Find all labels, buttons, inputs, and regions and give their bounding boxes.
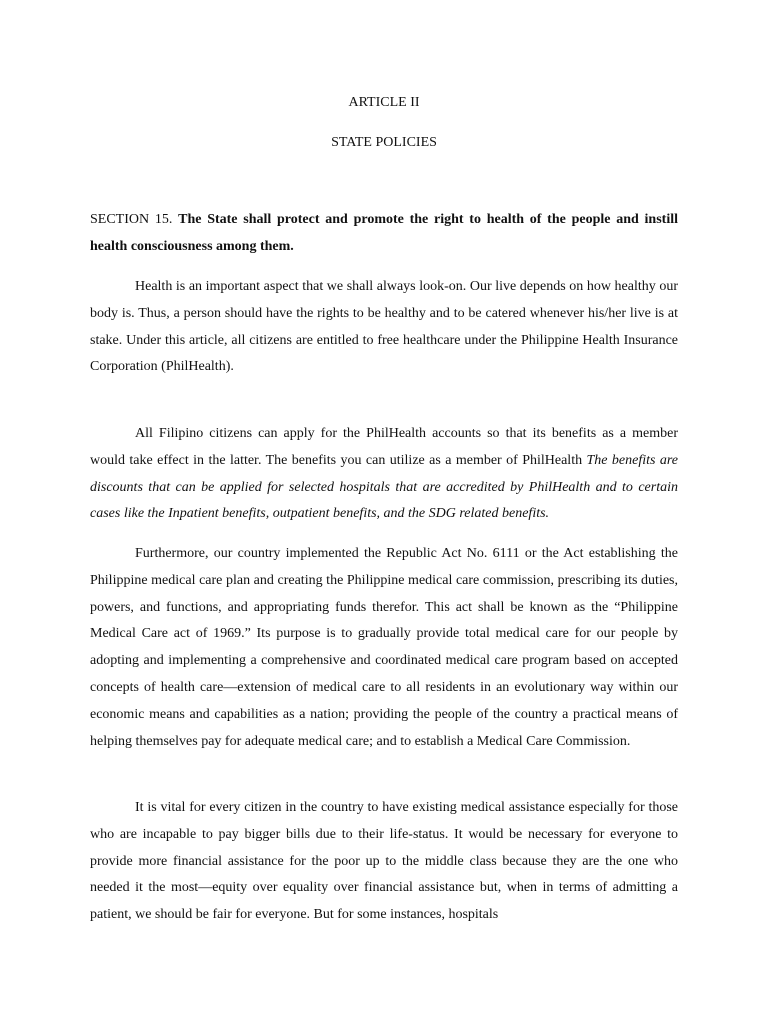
- paragraph-2: [90, 421, 678, 528]
- paragraph-1: [90, 274, 678, 381]
- section-statement: The State shall protect and promote the right to health of the people and instill health consciousness among them.: [90, 212, 678, 254]
- article-title: STATE POLICIES: [331, 135, 437, 150]
- section-label: SECTION 15.: [90, 212, 173, 227]
- paragraph-4: [90, 795, 678, 929]
- paragraph-2-italic-text: The benefits are discounts that can be applied for selected hospitals that are accredited by PhilHealth and to certain cases like the Inpatient benefits, outpatient benefits, and the SDG related benefits.: [90, 452, 679, 522]
- section-heading: [90, 207, 678, 261]
- paragraph-3-text: Furthermore, our country implemented the Republic Act No. 6111 or the Act establishing the Philippine medical care plan and creating the Philippine medical care commission, prescribing its duties, powers, and functions, and appropriating funds therefor. This act shall be known as the “Philippine Medical Care act of 1969.” Its purpose is to gradually provide total medical care for our people by adopting and implementing a comprehensive and coordinated medical care program based on accepted concepts of health care—extension of medical care to all residents in an evolutionary way within our economic means and capabilities as a nation; providing the people of the country a practical means of helping themselves pay for adequate medical care; and to establish a Medical Care Commission.: [90, 546, 678, 749]
- paragraph-1-text: Health is an important aspect that we shall always look-on. Our live depends on how healthy our body is. Thus, a person should have the rights to be healthy and to be catered whenever his/her live is at stake. Under this article, all citizens are entitled to free healthcare under the Philippine Health Insurance Corporation (PhilHealth).: [90, 279, 678, 375]
- paragraph-4-text: It is vital for every citizen in the country to have existing medical assistance especially for those who are incapable to pay bigger bills due to their life-status. It would be necessary for everyone to provide more financial assistance for the poor up to the middle class because they are the one who needed it the most—equity over equality over financial assistance but, when in terms of admitting a patient, we should be fair for everyone. But for some instances, hospitals: [90, 800, 678, 923]
- paragraph-3: [90, 541, 678, 755]
- article-number: ARTICLE II: [348, 95, 420, 110]
- paragraph-2-text: All Filipino citizens can apply for the PhilHealth accounts so that its benefits as a member would take effect in the latter. The benefits you can utilize as a member of PhilHealth: [90, 426, 678, 468]
